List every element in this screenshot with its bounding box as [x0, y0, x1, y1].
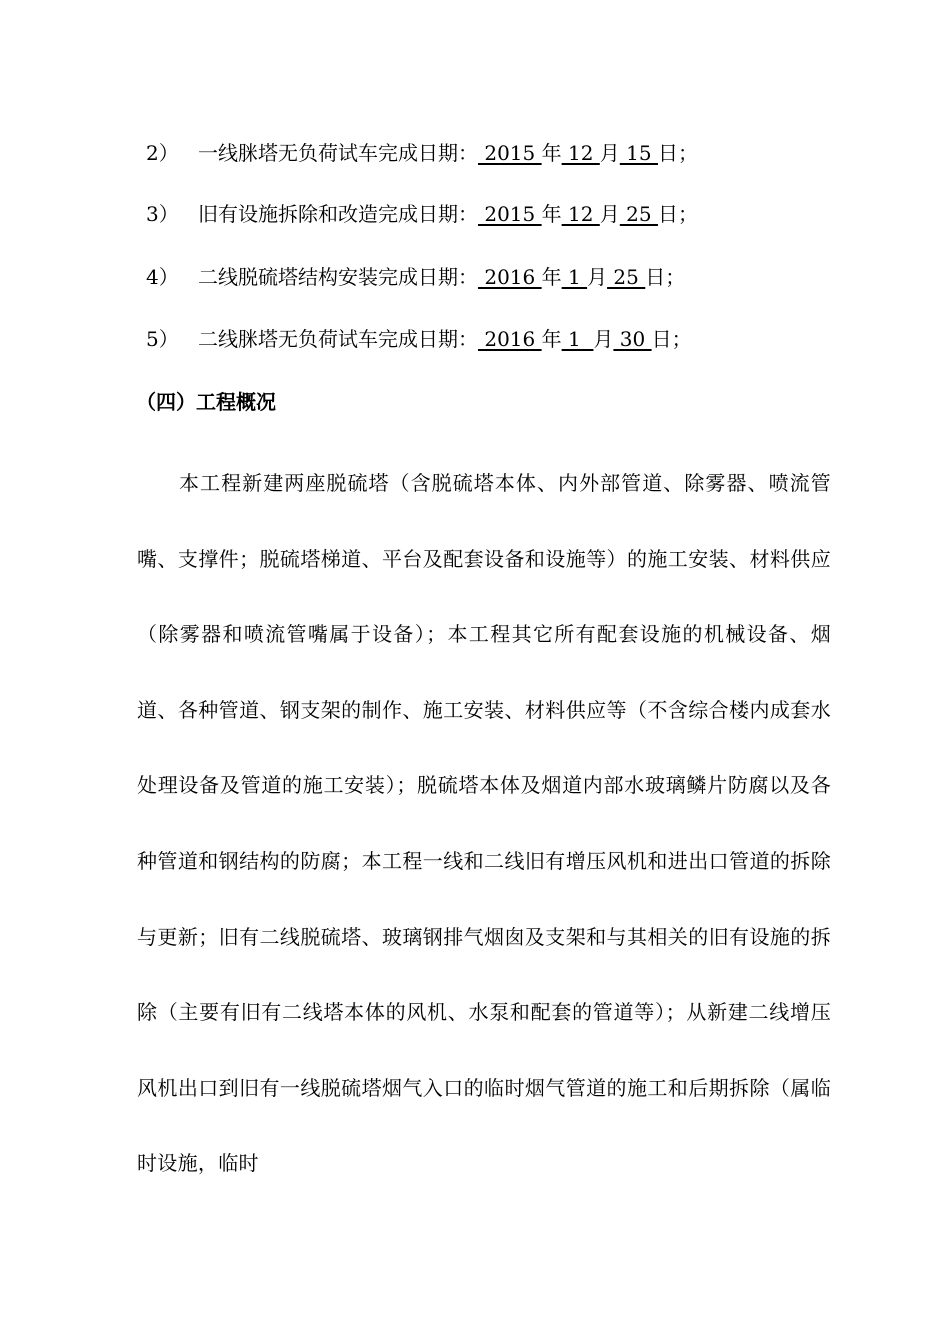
- year-unit: 年: [541, 327, 562, 351]
- schedule-item-3: [146, 202, 698, 226]
- item-number: 5）: [146, 327, 179, 351]
- item-label: 二线脒塔无负荷试车完成日期：: [198, 327, 478, 351]
- day-unit: 日；: [657, 141, 698, 165]
- day-value: 25: [619, 202, 658, 226]
- item-number: 4）: [146, 265, 179, 289]
- month-value: 12: [561, 141, 600, 165]
- year-value: 2016: [478, 265, 542, 289]
- month-value: 12: [561, 202, 600, 226]
- year-unit: 年: [541, 202, 562, 226]
- month-value: 1: [561, 265, 588, 289]
- year-value: 2015: [478, 202, 542, 226]
- month-unit: 月: [593, 327, 614, 351]
- section-heading: （四）工程概况: [136, 390, 276, 414]
- day-value: 30: [613, 327, 652, 351]
- year-value: 2015: [478, 141, 542, 165]
- body-paragraph: 本工程新建两座脱硫塔（含脱硫塔本体、内外部管道、除雾器、喷流管嘴、支撑件；脱硫塔梯道、平台及配套设备和设施等）的施工安装、材料供应（除雾器和喷流管嘴属于设备）；本工程其它所有配套设施的机械设备、烟道、各种管道、钢支架的制作、施工安装、材料供应等（不含综合楼内成套水处理设备及管道的施工安装）；脱硫塔本体及烟道内部水玻璃鳞片防腐以及各种管道和钢结构的防腐；本工程一线和二线旧有增压风机和进出口管道的拆除与更新；旧有二线脱硫塔、玻璃钢排气烟囱及支架和与其相关的旧有设施的拆除（主要有旧有二线塔本体的风机、水泵和配套的管道等）；从新建二线增压风机出口到旧有一线脱硫塔烟气入口的临时烟气管道的施工和后期拆除（属临时设施，临时: [137, 471, 831, 1176]
- schedule-item-2: [146, 141, 698, 165]
- item-label: 二线脱硫塔结构安装完成日期：: [198, 265, 478, 289]
- year-unit: 年: [541, 265, 562, 289]
- year-value: 2016: [478, 327, 542, 351]
- section-body: [137, 446, 831, 1202]
- item-label: 一线脒塔无负荷试车完成日期：: [198, 141, 478, 165]
- day-unit: 日；: [645, 265, 686, 289]
- month-unit: 月: [599, 202, 620, 226]
- month-unit: 月: [599, 141, 620, 165]
- day-unit: 日；: [651, 327, 692, 351]
- item-number: 2）: [146, 141, 179, 165]
- day-value: 25: [607, 265, 646, 289]
- item-number: 3）: [146, 202, 179, 226]
- day-value: 15: [619, 141, 658, 165]
- schedule-item-4: [146, 265, 685, 289]
- year-unit: 年: [541, 141, 562, 165]
- month-value: 1: [561, 327, 594, 351]
- day-unit: 日；: [657, 202, 698, 226]
- schedule-item-5: [146, 327, 692, 351]
- item-label: 旧有设施拆除和改造完成日期：: [198, 202, 478, 226]
- month-unit: 月: [587, 265, 608, 289]
